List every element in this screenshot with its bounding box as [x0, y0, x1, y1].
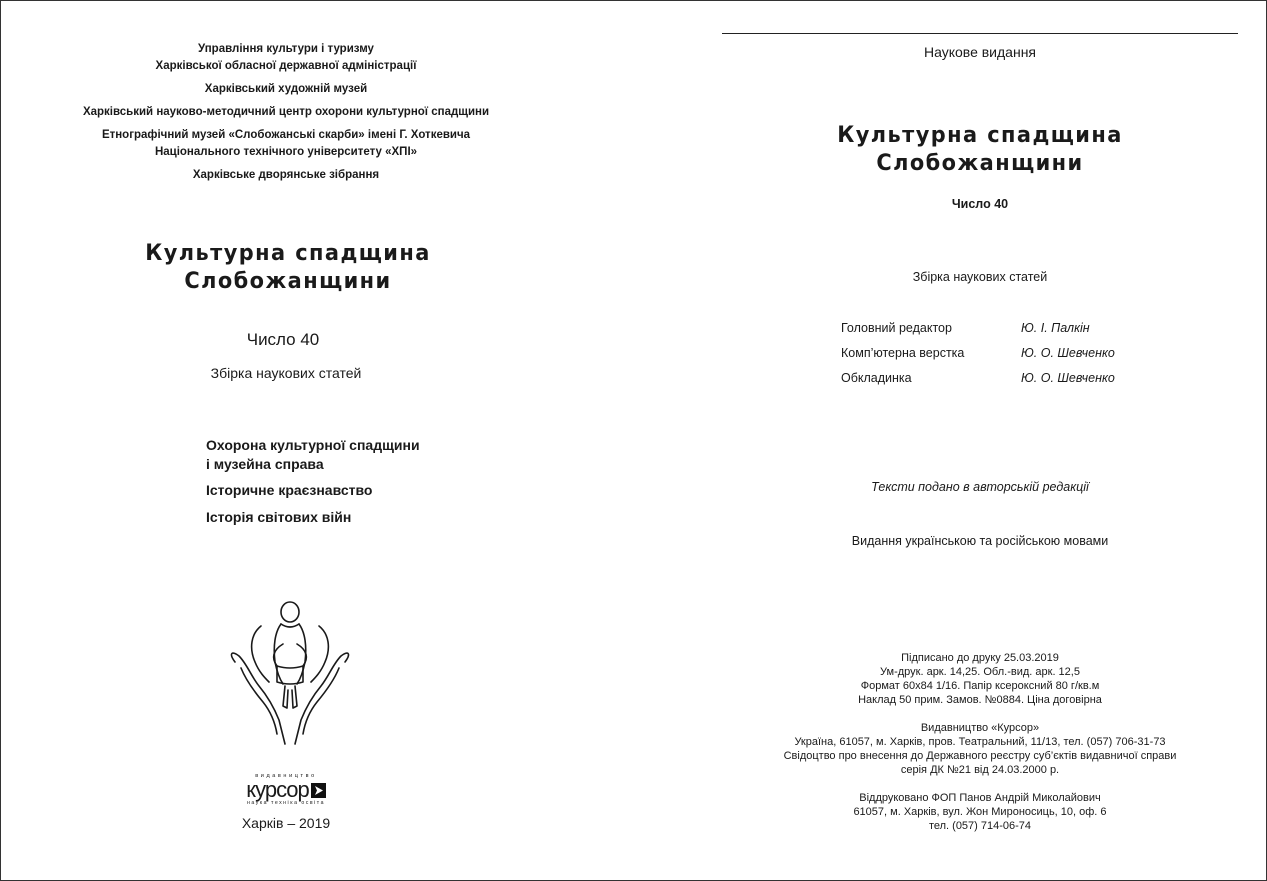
section-heading	[206, 436, 420, 474]
section-line: і музейна справа	[206, 456, 324, 472]
issue-number: Число 40	[246, 330, 320, 349]
left-page	[0, 0, 580, 881]
title-block	[705, 122, 1256, 178]
title-block	[14, 240, 561, 296]
imprint-line: Видавництво «Курсор»	[920, 722, 1040, 734]
city-year: Харків – 2019	[241, 815, 331, 831]
section-line: Охорона культурної спадщини	[206, 437, 420, 453]
section-heading: Історичне краєзнавство	[206, 482, 373, 498]
org-line: Харківський науково-методичний центр охорони культурної спадщини	[82, 106, 490, 118]
org-line: Етнографічний музей «Слобожанські скарби» імені Г. Хоткевича	[101, 129, 471, 141]
credit-name: Ю. О. Шевченко	[1021, 346, 1115, 360]
imprint-line: Формат 60х84 1/16. Папір ксероксний 80 г/кв.м	[860, 680, 1100, 692]
languages-note: Видання українською та російською мовами	[851, 534, 1109, 548]
imprint-line: Наклад 50 прим. Замов. №0884. Ціна договірна	[858, 694, 1102, 706]
credit-name: Ю. І. Палкін	[1021, 321, 1090, 335]
org-line: Харківський художній музей	[204, 83, 368, 95]
edition-type: Наукове видання	[923, 44, 1037, 60]
top-rule	[722, 33, 1238, 34]
hands-emblem-icon	[225, 598, 355, 748]
imprint-line: Підписано до друку 25.03.2019	[901, 652, 1059, 664]
imprint-line: Свідоцтво про внесення до Державного реєстру суб’єктів видавничої справи	[783, 750, 1177, 762]
org-line: Національного технічного університету «ХПІ»	[154, 146, 418, 158]
right-page	[690, 0, 1267, 881]
organizations-block	[0, 41, 572, 184]
credit-role: Обкладинка	[841, 371, 912, 385]
publisher-logo	[240, 773, 332, 807]
credit-name: Ю. О. Шевченко	[1021, 371, 1115, 385]
imprint-printer	[690, 791, 1267, 833]
subtitle: Збірка наукових статей	[210, 365, 362, 381]
imprint-line: серія ДК №21 від 24.03.2000 р.	[900, 764, 1060, 776]
cursor-arrow-icon	[311, 783, 326, 798]
imprint-print	[690, 651, 1267, 707]
logo-bottom-text: наука техніка освіта	[247, 800, 325, 806]
issue-number: Число 40	[951, 197, 1009, 211]
section-heading: Історія світових війн	[206, 509, 352, 525]
imprint-line: 61057, м. Харків, вул. Жон Мироносиць, 10, оф. 6	[853, 806, 1107, 818]
imprint-line: тел. (057) 714-06-74	[928, 820, 1032, 832]
org-line: Харківське дворянське зібрання	[192, 169, 380, 181]
org-line: Харківської обласної державної адміністрації	[155, 60, 417, 72]
imprint-line: Ум-друк. арк. 14,25. Обл.-вид. арк. 12,5	[880, 666, 1080, 678]
editorial-note: Тексти подано в авторській редакції	[871, 480, 1089, 494]
title-line: Слобожанщини	[184, 269, 392, 294]
subtitle: Збірка наукових статей	[912, 270, 1048, 284]
logo-top-text: видавництво	[255, 773, 317, 779]
org-line: Управління культури і туризму	[198, 43, 374, 55]
title-line: Культурна спадщина	[145, 241, 431, 266]
title-line: Культурна спадщина	[837, 123, 1123, 148]
credit-role: Комп’ютерна верстка	[841, 346, 965, 360]
title-line: Слобожанщини	[876, 151, 1084, 176]
credit-role: Головний редактор	[841, 321, 952, 335]
logo-name: курсор	[246, 777, 309, 802]
imprint-line: Україна, 61057, м. Харків, пров. Театральний, 11/13, тел. (057) 706-31-73	[794, 736, 1166, 748]
imprint-publisher	[690, 721, 1267, 777]
imprint-line: Віддруковано ФОП Панов Андрій Миколайович	[859, 792, 1101, 804]
